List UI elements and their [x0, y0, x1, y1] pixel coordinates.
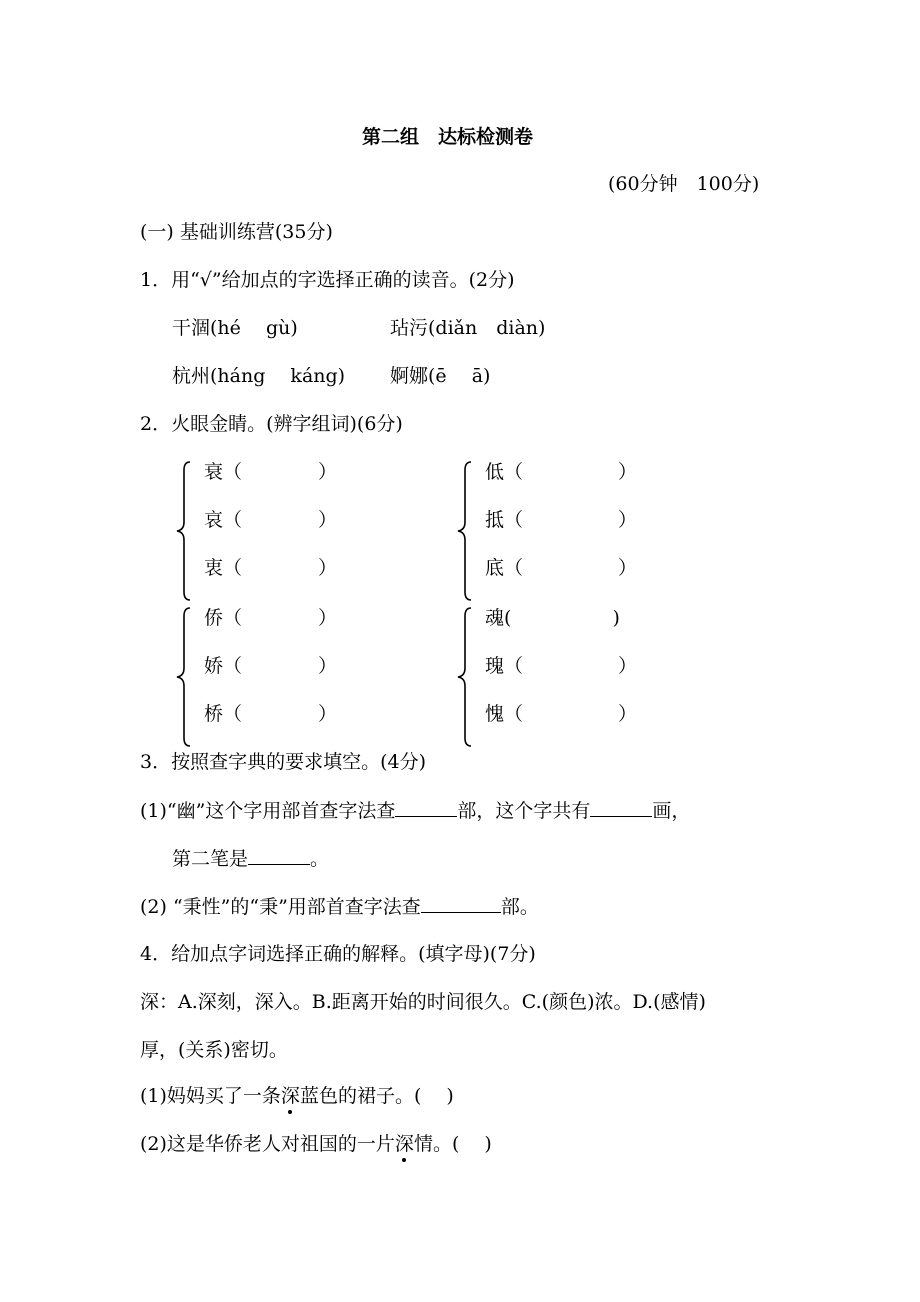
q1-prompt: 1．用“√”给加点的字选择正确的读音。(2分) [140, 269, 515, 291]
brace-icon [455, 604, 479, 750]
q1-word: 干涸 [172, 317, 211, 339]
char-entry: 桥（ ） [204, 703, 338, 725]
q3-prompt: 3．按照查字典的要求填空。(4分) [140, 751, 427, 773]
answer-blank[interactable] [590, 798, 652, 817]
dotted-char: 深 [394, 1133, 414, 1155]
q1-item [390, 364, 490, 388]
q4-prompt: 4．给加点字词选择正确的解释。(填字母)(7分) [140, 943, 536, 965]
q1-word: 杭州 [172, 365, 211, 387]
char-entry: 低（ ） [485, 461, 638, 483]
q1-options: (diǎn diàn) [428, 317, 546, 339]
q4-definition-cont: 厚，(关系)密切。 [140, 1039, 288, 1061]
char-group [174, 458, 374, 604]
brace-icon [174, 604, 198, 750]
q1-item [390, 316, 545, 340]
answer-blank[interactable] [395, 798, 457, 817]
q1-options: (háng káng) [210, 365, 346, 387]
page-title: 第二组 达标检测卷 [362, 126, 534, 148]
q3-item-1: (1)“幽”这个字用部首查字法查 部，这个字共有 画， [140, 800, 691, 822]
q4-item-2: (2)这是华侨老人对祖国的一片深情。( ) [140, 1133, 492, 1155]
q1-item [172, 364, 345, 388]
char-entry: 侨（ ） [204, 607, 338, 629]
char-entry: 哀（ ） [204, 509, 338, 531]
char-group [174, 604, 374, 750]
q1-word: 玷污 [390, 317, 429, 339]
brace-icon [174, 458, 198, 604]
char-entry: 衰（ ） [204, 461, 338, 483]
char-entry: 衷（ ） [204, 557, 338, 579]
char-group [455, 458, 655, 604]
q1-item [172, 316, 298, 340]
answer-blank[interactable] [248, 846, 310, 865]
q4-item-1: (1)妈妈买了一条深蓝色的裙子。( ) [140, 1085, 454, 1107]
q1-word: 婀娜 [390, 365, 429, 387]
q3-item-1-cont: 第二笔是 。 [172, 848, 330, 870]
answer-blank[interactable] [421, 894, 501, 913]
time-score: (60分钟 100分) [608, 173, 760, 195]
char-entry: 魂( ) [485, 607, 620, 629]
q1-options: (hé gù) [210, 317, 298, 339]
char-entry: 娇（ ） [204, 655, 338, 677]
brace-icon [455, 458, 479, 604]
q2-prompt: 2．火眼金睛。(辨字组词)(6分) [140, 413, 403, 435]
q3-item-2: (2) “秉性”的“秉”用部首查字法查 部。 [140, 896, 539, 918]
char-group [455, 604, 655, 750]
dotted-char: 深 [280, 1085, 300, 1107]
char-entry: 瑰（ ） [485, 655, 638, 677]
q1-options: (ē ā) [428, 365, 491, 387]
char-entry: 抵（ ） [485, 509, 638, 531]
section-heading: (一) 基础训练营(35分) [140, 221, 333, 243]
char-entry: 底（ ） [485, 557, 638, 579]
char-entry: 愧（ ） [485, 703, 638, 725]
q4-definition: 深：A.深刻，深入。B.距离开始的时间很久。C.(颜色)浓。D.(感情) [140, 991, 706, 1013]
